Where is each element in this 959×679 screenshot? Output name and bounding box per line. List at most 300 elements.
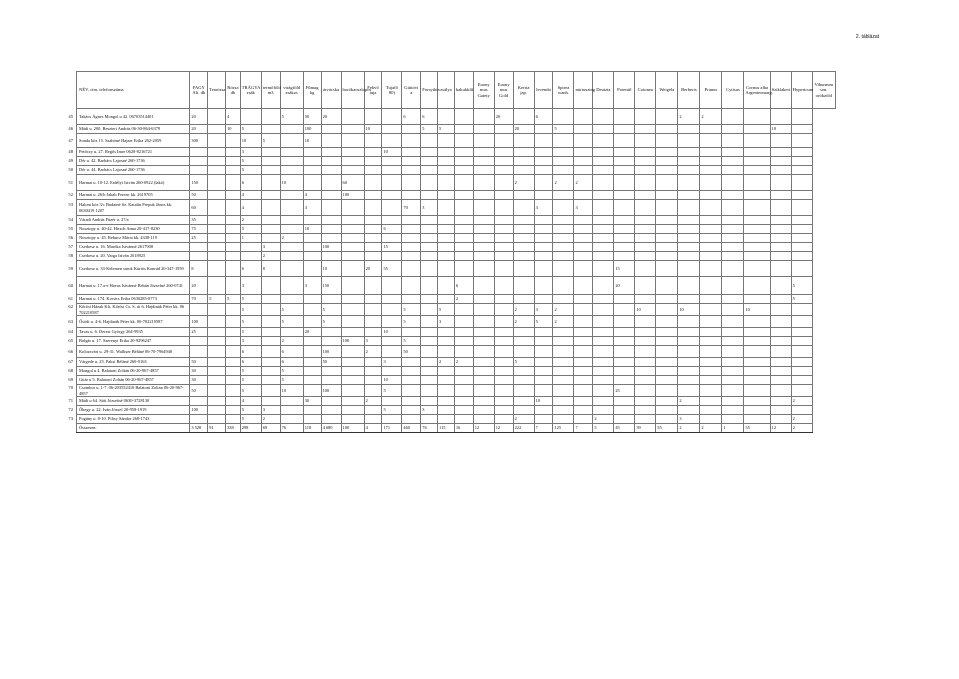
quantity-cell: [402, 175, 421, 191]
header-col: borókaoszlopos: [341, 72, 364, 109]
quantity-cell: [364, 109, 382, 125]
quantity-cell: [791, 134, 812, 148]
quantity-cell: [402, 148, 421, 157]
quantity-cell: [744, 277, 770, 295]
quantity-cell: [364, 385, 382, 397]
quantity-cell: [744, 148, 770, 157]
quantity-cell: [593, 252, 614, 261]
quantity-cell: [744, 200, 770, 216]
quantity-cell: 20: [303, 328, 321, 337]
quantity-cell: 10: [280, 385, 303, 397]
row-name-cell: [68, 316, 190, 328]
table-row: [77, 261, 836, 277]
quantity-cell: [553, 157, 574, 166]
quantity-cell: [402, 191, 421, 200]
quantity-cell: [402, 134, 421, 148]
quantity-cell: [341, 125, 364, 134]
quantity-cell: [364, 166, 382, 175]
header-col: Tearózsa: [208, 72, 226, 109]
quantity-cell: [574, 166, 593, 175]
quantity-cell: [321, 397, 341, 406]
quantity-cell: [454, 316, 473, 328]
quantity-cell: [341, 304, 364, 316]
quantity-cell: [208, 243, 226, 252]
quantity-cell: 60: [341, 175, 364, 191]
quantity-cell: [722, 358, 744, 367]
quantity-cell: [226, 234, 241, 243]
quantity-cell: [454, 216, 473, 225]
quantity-cell: [303, 243, 321, 252]
quantity-cell: [454, 328, 473, 337]
quantity-cell: [421, 252, 438, 261]
quantity-cell: [494, 157, 513, 166]
quantity-cell: 5: [240, 304, 261, 316]
quantity-cell: [678, 216, 700, 225]
quantity-cell: 60: [190, 200, 208, 216]
quantity-cell: [261, 358, 280, 367]
quantity-cell: 20: [494, 109, 513, 125]
quantity-cell: [614, 109, 635, 125]
quantity-cell: [261, 316, 280, 328]
quantity-cell: [240, 243, 261, 252]
quantity-cell: [382, 277, 402, 295]
quantity-cell: [261, 200, 280, 216]
quantity-cell: [791, 216, 812, 225]
quantity-cell: [614, 157, 635, 166]
quantity-cell: [364, 200, 382, 216]
quantity-cell: [438, 200, 455, 216]
quantity-cell: [574, 148, 593, 157]
quantity-cell: [382, 157, 402, 166]
quantity-cell: 10: [744, 304, 770, 316]
quantity-cell: [402, 385, 421, 397]
quantity-cell: [553, 200, 574, 216]
quantity-cell: [226, 200, 241, 216]
quantity-cell: 20: [364, 261, 382, 277]
quantity-cell: 50: [303, 109, 321, 125]
quantity-cell: [190, 346, 208, 358]
quantity-cell: [700, 166, 722, 175]
quantity-cell: [700, 191, 722, 200]
quantity-cell: [341, 148, 364, 157]
quantity-cell: 2: [574, 175, 593, 191]
quantity-cell: [303, 261, 321, 277]
quantity-cell: [280, 277, 303, 295]
quantity-cell: [364, 225, 382, 234]
quantity-cell: [744, 191, 770, 200]
quantity-cell: [382, 175, 402, 191]
quantity-cell: 100: [190, 406, 208, 415]
quantity-cell: [382, 234, 402, 243]
quantity-cell: [722, 252, 744, 261]
quantity-cell: [473, 316, 494, 328]
quantity-cell: [574, 406, 593, 415]
table-row: [77, 415, 836, 424]
quantity-cell: [770, 109, 791, 125]
quantity-cell: [722, 295, 744, 304]
row-name: Pogány u. 8-10. Pilisy Sándor 260-1743: [79, 416, 150, 422]
quantity-cell: 5: [261, 134, 280, 148]
quantity-cell: [700, 175, 722, 191]
quantity-cell: 4: [240, 191, 261, 200]
quantity-cell: 6: [280, 358, 303, 367]
quantity-cell: 2: [454, 358, 473, 367]
quantity-cell: 5: [534, 316, 553, 328]
header-col: Rózsa db: [226, 72, 241, 109]
quantity-cell: [321, 191, 341, 200]
quantity-cell: [678, 358, 700, 367]
quantity-cell: [656, 234, 678, 243]
total-cell: 171: [382, 424, 402, 433]
row-name: Nosztopy u. 45. Bebucz Mária kk. 4338-119: [79, 235, 157, 241]
table-row: [77, 277, 836, 295]
quantity-cell: [656, 367, 678, 376]
row-name-cell: [68, 328, 190, 337]
quantity-cell: [593, 148, 614, 157]
quantity-cell: [473, 277, 494, 295]
quantity-cell: [454, 200, 473, 216]
quantity-cell: 3: [303, 200, 321, 216]
quantity-cell: 3: [240, 148, 261, 157]
quantity-cell: [534, 358, 553, 367]
quantity-cell: [635, 316, 656, 328]
quantity-cell: 2: [364, 397, 382, 406]
quantity-cell: [744, 166, 770, 175]
quantity-cell: [722, 385, 744, 397]
total-cell: 338: [226, 424, 241, 433]
quantity-cell: [421, 337, 438, 346]
quantity-cell: [454, 385, 473, 397]
quantity-cell: [770, 216, 791, 225]
quantity-cell: 5: [226, 295, 241, 304]
quantity-cell: 10: [534, 397, 553, 406]
quantity-cell: [226, 346, 241, 358]
quantity-cell: [656, 134, 678, 148]
quantity-cell: [494, 337, 513, 346]
quantity-cell: [791, 346, 812, 358]
quantity-cell: [722, 157, 744, 166]
table-row: [77, 234, 836, 243]
row-name: Ősödi u. 4-6. Hajdinák Péter kk. 06-702210587: [79, 318, 163, 324]
row-name-cell: [68, 261, 190, 277]
quantity-cell: 10: [226, 125, 241, 134]
quantity-cell: [635, 358, 656, 367]
row-number: 62: [68, 304, 73, 310]
quantity-cell: [303, 157, 321, 166]
quantity-cell: [791, 243, 812, 252]
quantity-cell: [208, 191, 226, 200]
quantity-cell: [770, 277, 791, 295]
table-row: [77, 216, 836, 225]
quantity-cell: 2: [513, 316, 534, 328]
quantity-cell: [574, 385, 593, 397]
quantity-cell: [700, 304, 722, 316]
quantity-cell: [473, 358, 494, 367]
quantity-cell: [438, 109, 455, 125]
row-number: 66: [68, 348, 73, 354]
quantity-cell: [722, 191, 744, 200]
quantity-cell: [534, 337, 553, 346]
header-col: FAGY Ali. db: [190, 72, 208, 109]
quantity-cell: 6: [402, 109, 421, 125]
quantity-cell: [208, 415, 226, 424]
order-grid: [68, 71, 836, 433]
quantity-cell: [208, 376, 226, 385]
quantity-cell: 2: [364, 346, 382, 358]
quantity-cell: [534, 134, 553, 148]
row-number: 52: [68, 192, 73, 198]
row-number: 59: [68, 265, 73, 271]
quantity-cell: [208, 367, 226, 376]
quantity-cell: [421, 225, 438, 234]
header-col: virágföld zsákos: [280, 72, 303, 109]
table-row: [77, 385, 836, 397]
quantity-cell: 20: [614, 277, 635, 295]
quantity-cell: 150: [321, 277, 341, 295]
quantity-cell: [473, 125, 494, 134]
quantity-cell: [791, 358, 812, 367]
quantity-cell: [534, 406, 553, 415]
quantity-cell: 6: [454, 277, 473, 295]
quantity-cell: [473, 225, 494, 234]
quantity-cell: [382, 397, 402, 406]
quantity-cell: [494, 200, 513, 216]
row-name-cell: [68, 175, 190, 191]
quantity-cell: [513, 166, 534, 175]
row-number: 69: [68, 377, 73, 383]
quantity-cell: [303, 337, 321, 346]
quantity-cell: [635, 337, 656, 346]
quantity-cell: [770, 358, 791, 367]
table-row: [77, 328, 836, 337]
quantity-cell: [574, 328, 593, 337]
quantity-cell: 50: [190, 191, 208, 200]
quantity-cell: [656, 216, 678, 225]
quantity-cell: [438, 406, 455, 415]
quantity-cell: [226, 166, 241, 175]
quantity-cell: [382, 316, 402, 328]
quantity-cell: [494, 304, 513, 316]
quantity-cell: [791, 385, 812, 397]
quantity-cell: [513, 109, 534, 125]
quantity-cell: [438, 134, 455, 148]
quantity-cell: [303, 385, 321, 397]
quantity-cell: 100: [303, 125, 321, 134]
quantity-cell: [656, 385, 678, 397]
quantity-cell: [303, 358, 321, 367]
quantity-cell: [280, 406, 303, 415]
quantity-cell: 20: [190, 109, 208, 125]
quantity-cell: [593, 157, 614, 166]
quantity-cell: [744, 376, 770, 385]
quantity-cell: [744, 346, 770, 358]
quantity-cell: [722, 216, 744, 225]
quantity-cell: [614, 337, 635, 346]
quantity-cell: [382, 200, 402, 216]
header-col: Prunus: [700, 72, 722, 109]
quantity-cell: [513, 243, 534, 252]
quantity-cell: [494, 252, 513, 261]
quantity-cell: 2: [553, 304, 574, 316]
quantity-cell: [635, 406, 656, 415]
quantity-cell: [438, 277, 455, 295]
quantity-cell: [226, 376, 241, 385]
header-col: TRÁGYA zsák: [240, 72, 261, 109]
quantity-cell: [454, 166, 473, 175]
quantity-cell: [770, 157, 791, 166]
quantity-cell: [553, 225, 574, 234]
total-cell: 2: [700, 424, 722, 433]
quantity-cell: [494, 191, 513, 200]
page-label: 2. táblázat: [855, 34, 879, 40]
quantity-cell: 3: [303, 277, 321, 295]
total-cell: 4: [364, 424, 382, 433]
quantity-cell: [402, 367, 421, 376]
quantity-cell: [402, 415, 421, 424]
quantity-cell: [534, 191, 553, 200]
quantity-cell: [614, 252, 635, 261]
quantity-cell: [421, 134, 438, 148]
quantity-cell: [454, 252, 473, 261]
quantity-cell: 30: [303, 397, 321, 406]
table-row: [77, 109, 836, 125]
quantity-cell: [656, 148, 678, 157]
quantity-cell: [208, 277, 226, 295]
quantity-cell: [553, 337, 574, 346]
quantity-cell: 6: [240, 346, 261, 358]
quantity-cell: [402, 397, 421, 406]
row-name: Cserkesz u. 20. Varga István 2618925: [79, 253, 146, 259]
row-number: 73: [68, 416, 73, 422]
quantity-cell: [791, 367, 812, 376]
quantity-cell: [593, 376, 614, 385]
header-col: Sziklakert: [770, 72, 791, 109]
quantity-cell: [261, 346, 280, 358]
quantity-cell: [261, 277, 280, 295]
quantity-cell: [438, 385, 455, 397]
quantity-cell: 4: [240, 200, 261, 216]
quantity-cell: [656, 376, 678, 385]
quantity-cell: [280, 125, 303, 134]
quantity-cell: [303, 295, 321, 304]
quantity-cell: [341, 234, 364, 243]
quantity-cell: [791, 175, 812, 191]
quantity-cell: [261, 385, 280, 397]
quantity-cell: [722, 406, 744, 415]
quantity-cell: [494, 175, 513, 191]
quantity-cell: [454, 175, 473, 191]
quantity-cell: [700, 406, 722, 415]
quantity-cell: [553, 277, 574, 295]
header-col: Potentil: [614, 72, 635, 109]
quantity-cell: [614, 191, 635, 200]
quantity-cell: [635, 277, 656, 295]
quantity-cell: [678, 148, 700, 157]
quantity-cell: [341, 415, 364, 424]
quantity-cell: [321, 295, 341, 304]
quantity-cell: 2: [678, 397, 700, 406]
quantity-cell: [494, 295, 513, 304]
quantity-cell: [700, 134, 722, 148]
quantity-cell: 10: [364, 125, 382, 134]
quantity-cell: [208, 385, 226, 397]
quantity-cell: [402, 406, 421, 415]
quantity-cell: [261, 376, 280, 385]
quantity-cell: [700, 243, 722, 252]
quantity-cell: [261, 191, 280, 200]
header-col: levendu: [534, 72, 553, 109]
quantity-cell: 5: [240, 415, 261, 424]
header-col: Fekvő tuja: [364, 72, 382, 109]
quantity-cell: [656, 346, 678, 358]
quantity-cell: [341, 406, 364, 415]
quantity-cell: 8: [190, 261, 208, 277]
quantity-cell: [700, 337, 722, 346]
quantity-cell: [226, 134, 241, 148]
row-number: 49: [68, 158, 73, 164]
quantity-cell: [614, 225, 635, 234]
quantity-cell: [635, 397, 656, 406]
quantity-cell: [364, 157, 382, 166]
quantity-cell: [614, 125, 635, 134]
quantity-cell: [553, 376, 574, 385]
quantity-cell: [261, 175, 280, 191]
quantity-cell: [513, 200, 534, 216]
header-row: [77, 72, 836, 109]
quantity-cell: [473, 252, 494, 261]
quantity-cell: [635, 191, 656, 200]
quantity-cell: [513, 225, 534, 234]
total-cell: 118: [303, 424, 321, 433]
quantity-cell: 300: [190, 134, 208, 148]
quantity-cell: [770, 337, 791, 346]
quantity-cell: [321, 406, 341, 415]
quantity-cell: [208, 261, 226, 277]
row-name: Gitár u 5. Balatoni Zoltán 06-20-967-4857: [79, 377, 154, 383]
quantity-cell: [494, 397, 513, 406]
quantity-cell: [454, 125, 473, 134]
quantity-cell: [494, 148, 513, 157]
row-number: 48: [68, 149, 73, 155]
row-number: 54: [68, 217, 73, 223]
quantity-cell: [534, 234, 553, 243]
quantity-cell: [614, 148, 635, 157]
quantity-cell: 3: [240, 337, 261, 346]
quantity-cell: 4: [226, 109, 241, 125]
table-row: [77, 376, 836, 385]
quantity-cell: 1: [240, 234, 261, 243]
row-name: Csombor u. 1-7. 06-203552410 Balatoni Zoltán 06-20-967-4857: [79, 385, 184, 396]
header-col: Viburnum sen. orókzöld: [812, 72, 835, 109]
quantity-cell: [341, 166, 364, 175]
quantity-cell: [614, 415, 635, 424]
quantity-cell: [421, 304, 438, 316]
row-name: Harmat u. 17.a-e Havas Istvánné Bebán Józsefné 260-0741: [79, 282, 183, 288]
table-row: [77, 191, 836, 200]
quantity-cell: [635, 346, 656, 358]
quantity-cell: 2: [513, 304, 534, 316]
quantity-cell: [791, 304, 812, 316]
quantity-cell: [678, 261, 700, 277]
quantity-cell: [770, 191, 791, 200]
quantity-cell: [303, 304, 321, 316]
quantity-cell: [473, 148, 494, 157]
quantity-cell: [553, 252, 574, 261]
header-col: mirtuszing: [574, 72, 593, 109]
quantity-cell: [635, 243, 656, 252]
quantity-cell: [473, 328, 494, 337]
table-row: [77, 148, 836, 157]
